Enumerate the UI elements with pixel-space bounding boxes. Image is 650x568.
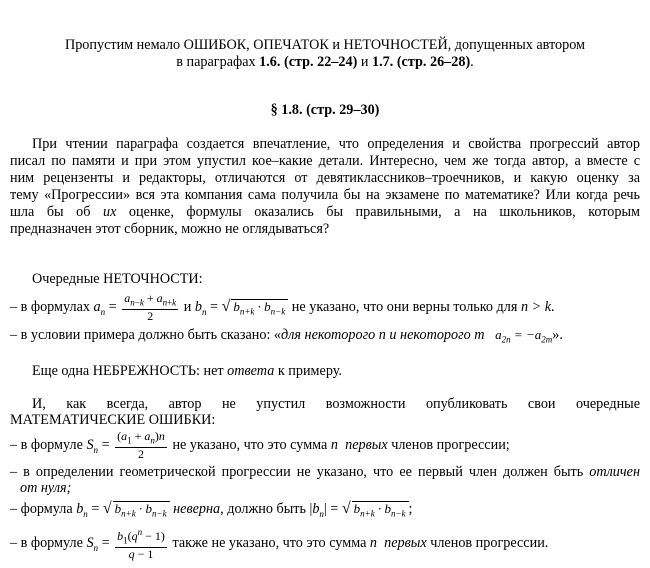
inaccuracy-item-2: – в условии примера должно быть сказано: «для некоторого n и некоторого m $a_{2n} = -a_{2m}$».: [10, 327, 563, 345]
error-item-1: – в формуле $S_n$ = $\frac{(a_1 + a_n)n}{2}$ не указано, что это сумма n первых членов прогрессии;: [10, 429, 510, 462]
inaccuracies-heading: Очередные НЕТОЧНОСТИ:: [32, 271, 203, 287]
para1-line-5: шла бы об их оценке, формулы оказались бы правильными, а на школьников, которым: [10, 204, 640, 220]
error-item-3: – формула $b_n$ = √ $b_{n+k} \cdot b_{n-k}$ неверна, должно быть $|b_n|$ = √ $b_{n+k} \cdot b_{n-k}$ ;: [10, 500, 413, 519]
formula-fraction-an: $\frac{a_{n-k} + a_{n+k}}{2}$: [124, 291, 177, 324]
inaccuracy-item-1: – в формулах $a_n$ = $\frac{a_{n-k} + a_{n+k}}{2}$ и $b_n$ = √ $b_{n+k} \cdot b_{n-k}$ не указано, что они верны только для n > k.: [10, 291, 555, 324]
formula-a2n: $a_{2n} = -a_{2m}$: [495, 327, 553, 345]
error-item-2-line-1: – в определении геометрической прогрессии не указано, что ее первый член должен быть отличен: [10, 464, 640, 480]
errors-line-2: МАТЕМАТИЧЕСКИЕ ОШИБКИ:: [10, 412, 216, 428]
para1-line-2: писал по памяти и при этом упустил кое–какие детали. Интересно, чем же тогда автор, а вместе с: [10, 153, 640, 169]
para1-line-4: тему «Прогрессии» вся эта компания сама получила бы на экзамене по математике? Или когда речь: [10, 187, 640, 203]
formula-fraction-sn: $\frac{(a_1 + a_n)n}{2}$: [117, 429, 165, 462]
section-title: § 1.8. (стр. 29–30): [270, 102, 380, 118]
intro-line-2: в параграфах 1.6. (стр. 22–24) и 1.7. (стр. 26–28).: [176, 54, 474, 70]
intro-line-1: Пропустим немало ОШИБОК, ОПЕЧАТОК и НЕТОЧНОСТЕЙ, допущенных автором: [64, 37, 586, 53]
formula-an-1: $a_n$: [93, 299, 106, 317]
para1-line-1: При чтении параграфа создается впечатление, что определения и свойства прогрессий автор: [32, 136, 640, 152]
errors-line-1: И, как всегда, автор не упустил возможности опубликовать свои очередные: [32, 396, 640, 412]
formula-sqrt-bn: $b_{n+k} \cdot b_{n-k}$: [231, 299, 288, 319]
formula-fraction-sn-geom: $\frac{b_1(q^n - 1)}{q - 1}$: [117, 527, 165, 562]
error-item-2-line-2: от нуля;: [20, 480, 72, 496]
para1-line-6: предназначен этот сборник, можно не оглядываться?: [10, 221, 330, 237]
error-item-4: – в формуле $S_n$ = $\frac{b_1(q^n - 1)}{q - 1}$ также не указано, что это сумма n первых членов прогрессии.: [10, 527, 549, 562]
negligence-line: Еще одна НЕБРЕЖНОСТЬ: нет ответа к примеру.: [32, 363, 342, 379]
para1-line-3: ним рецензенты и редакторы, отличаются от девятиклассников–троечников, и какую оценку за: [10, 170, 640, 186]
